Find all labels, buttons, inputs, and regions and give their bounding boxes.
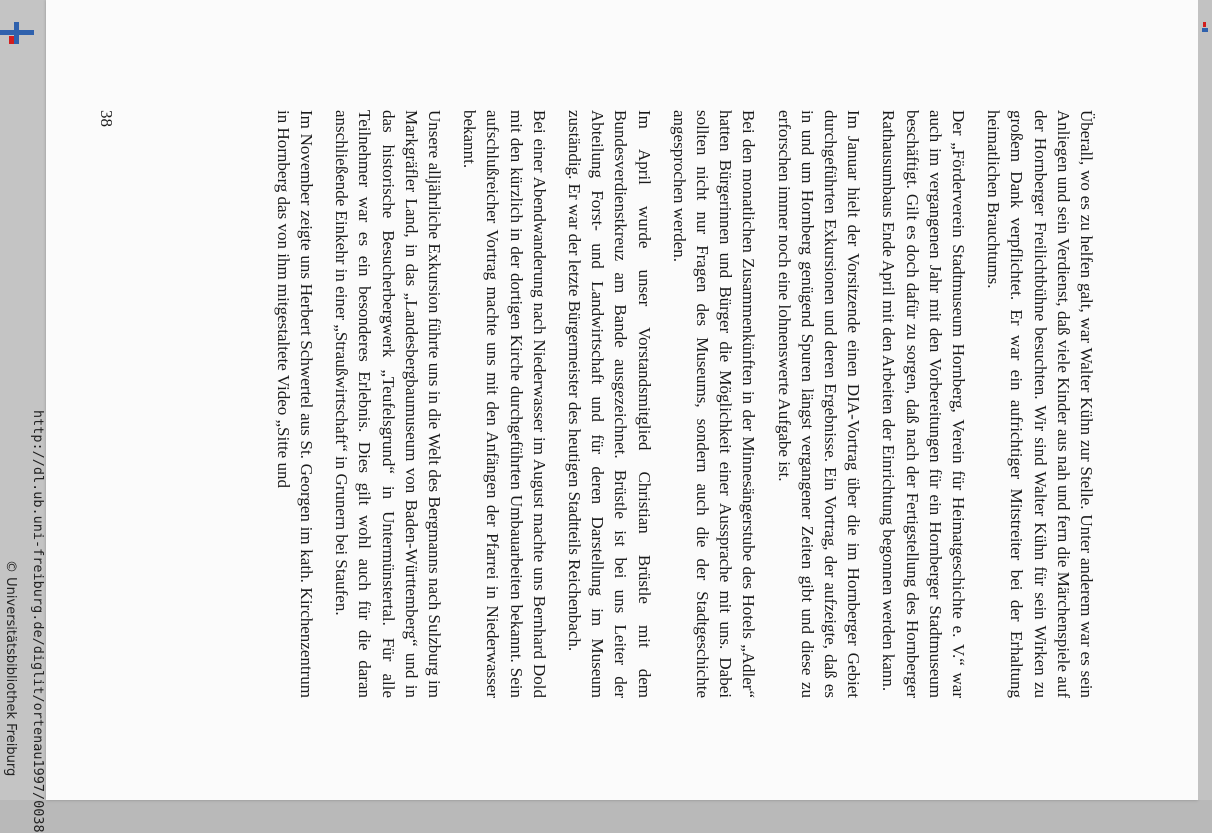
- paragraph: Im April wurde unser Vorstandsmitglied Christian Brüstle mit dem Bundesverdienstkreuz am Bande ausgezeichnet. Brüstle ist bei uns Leiter der Abteilung Forst- und Landwirtschaft und für deren Darstellung im Museum zuständig. Er war der letzte Bürgermeister des heutigen Stadtteils Reichenbach.: [564, 110, 654, 698]
- copyright-notice: © Universitätsbibliothek Freiburg: [3, 560, 18, 777]
- library-logo-icon: [0, 22, 36, 44]
- document-url[interactable]: http://dl.ub.uni-freiburg.de/diglit/ortenau1997/0038: [30, 410, 46, 833]
- paragraph: Im November zeigte uns Herbert Schwertel aus St. Georgen im kath. Kirchenzentrum in Hornberg das von ihm mitgestaltete Video „Sitte und: [273, 110, 316, 698]
- paragraph: Bei den monatlichen Zusammenkünften in der Minnesängerstube des Hotels „Adler“ hatten Bürgerinnen und Bürger die Möglichkeit einer Aussprache mit uns. Dabei sollten nicht nur Fragen des Museums, sondern auch die der Stadtgeschichte angesprochen werden.: [669, 110, 759, 698]
- library-logo-icon: [1202, 22, 1208, 38]
- paragraph: Im Januar hielt der Vorsitzende einen DIA-Vortrag über die im Hornberger Gebiet durchgeführten Exkursionen und deren Ergebnisse. Ein Vortrag, der aufzeigte, daß es in und um Hornberg genügend Spuren längst vergangener Zeiten gibt und diese zu erforschen immer noch eine lohnenswerte Aufgabe ist.: [774, 110, 864, 698]
- paragraph: Überall, wo es zu helfen galt, war Walter Kühn zur Stelle. Unter anderem war es sein Anliegen und sein Verdienst, daß viele Kinder aus nah und fern die Märchenspiele auf der Hornberger Freilichtbühne besuchten. Wir sind Walter Kühn für sein Wirken zu großem Dank verpflichtet. Er war ein aufrichtiger Mitstreiter bei der Erhaltung heimatlichen Brauchtums.: [984, 110, 1096, 698]
- rotated-page-content: [46, 0, 1198, 800]
- paragraph: Unsere alljährliche Exkursion führte uns in die Welt des Bergmanns nach Sulzburg im Markgräfler Land, in das „Landesbergbaumuseum von Baden-Württemberg“ und in das historische Besucherbergwerk „Teufelsgrund“ in Untermünstertal. Für alle Teilnehmer war es ein besonderes Erlebnis. Dies gilt wohl auch für die daran anschließende Einkehr in einer „Straußwirtschaft“ in Grunern bei Staufen.: [332, 110, 444, 698]
- left-margin-band: [0, 0, 46, 833]
- paragraph: Bei einer Abendwanderung nach Niederwasser im August machte uns Bernhard Dold mit den kürzlich in der dortigen Kirche durchgeführten Umbauarbeiten bekannt. Sein aufschlußreicher Vortrag machte uns mit den Anfängen der Pfarrei in Niederwasser bekannt.: [460, 110, 549, 698]
- page-body-text: [260, 110, 1099, 698]
- right-margin-band: [1198, 0, 1212, 800]
- paragraph: Der „Förderverein Stadtmuseum Hornberg, Verein für Heimatgeschichte e. V.“ war auch im vergangenen Jahr mit den Vorbereitungen für ein Hornberger Stadtmuseum beschäftigt. Gilt es doch dafür zu sorgen, daß nach der Fertigstellung des Hornberger Rathausumbaus Ende April mit den Arbeiten der Einrichtung begonnen werden kann.: [879, 110, 968, 698]
- page-number: 38: [97, 110, 116, 127]
- scanned-page: [46, 0, 1198, 800]
